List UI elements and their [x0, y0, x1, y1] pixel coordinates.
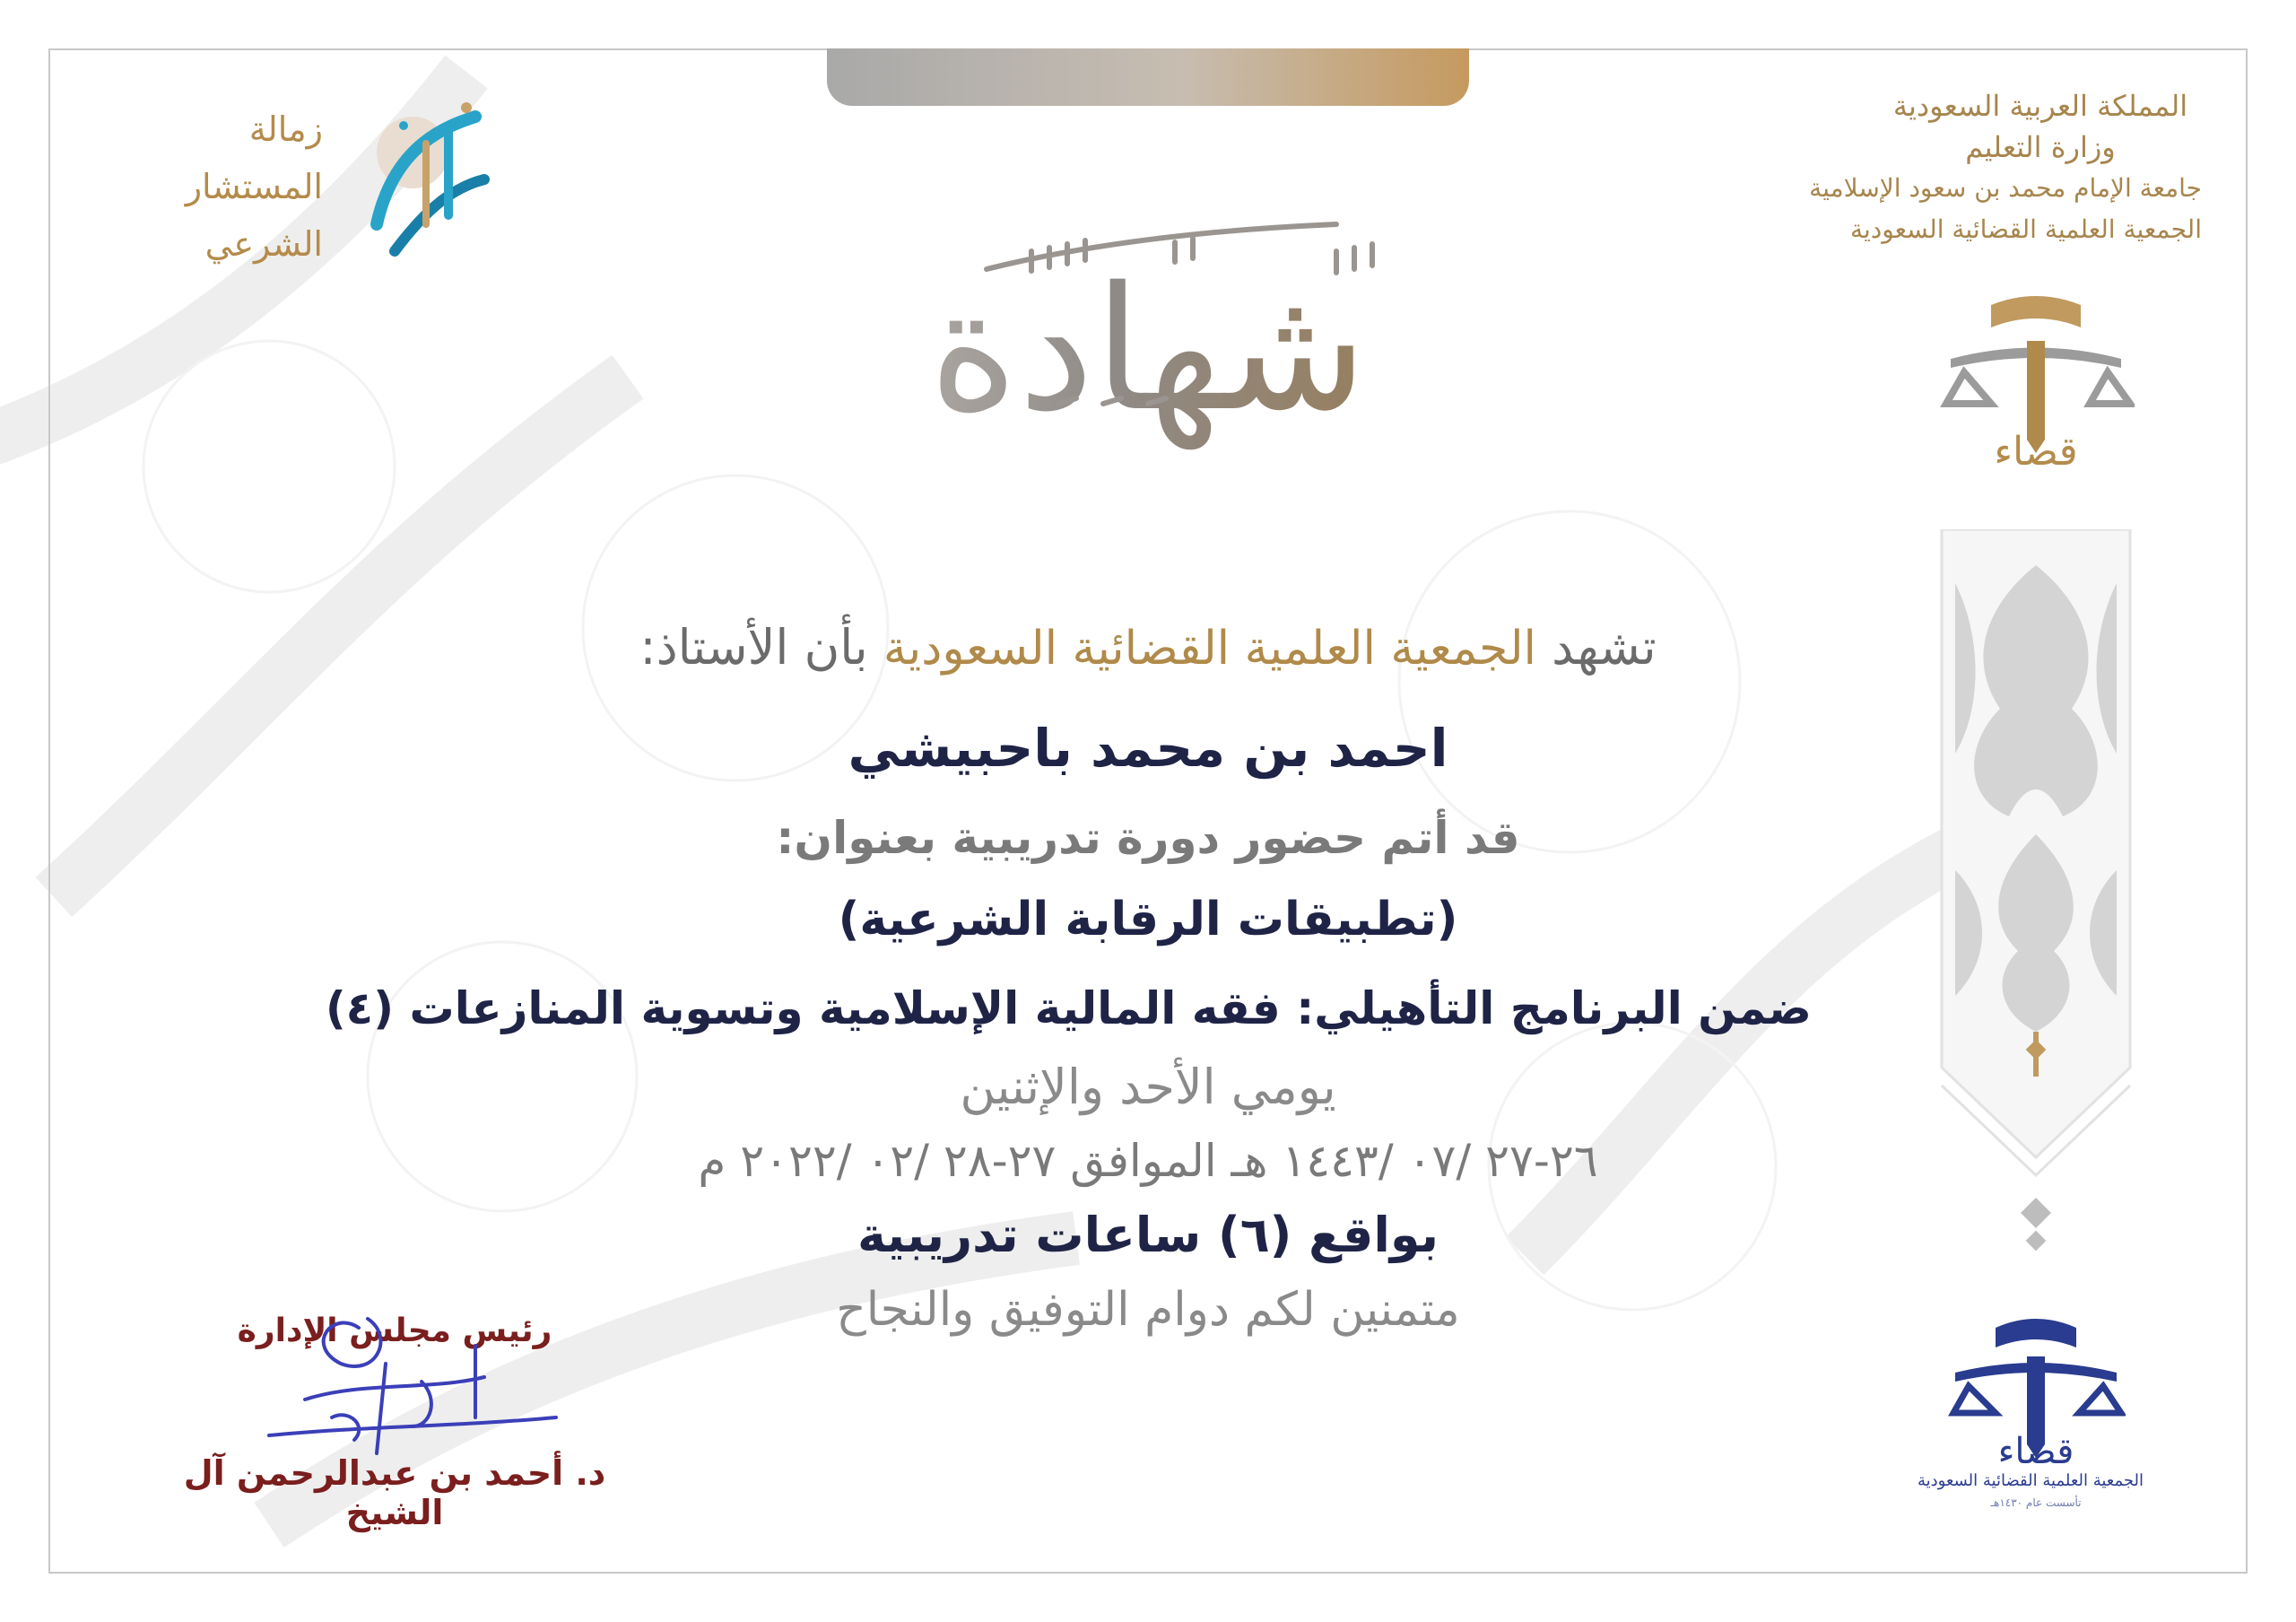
intro-line — [484, 619, 1812, 676]
program-name: ضمن البرنامج التأهيلي: فقه المالية الإسلامية وتسوية المنازعات (٤) — [325, 982, 1812, 1034]
society-name-inline: الجمعية العلمية القضائية السعودية — [883, 622, 1536, 676]
intro-after: بأن الأستاذ: — [639, 619, 868, 676]
closing-wish: متمنين لكم دوام التوفيق والنجاح — [836, 1283, 1460, 1337]
fellowship-text — [135, 100, 323, 273]
footer-logo-established: تأسست عام ١٤٣٠هـ — [1990, 1496, 2082, 1509]
course-hours: بواقع (٦) ساعات تدريبية — [857, 1207, 1439, 1263]
ministry-name: وزارة التعليم — [1965, 130, 2116, 164]
certificate-title-text: شهادة — [834, 215, 1462, 484]
fellowship-line-1: زمالة — [248, 109, 323, 149]
handwritten-signature — [251, 1292, 574, 1480]
top-gradient-tab — [827, 48, 1469, 106]
fellowship-logo-icon — [341, 90, 502, 269]
signatory-title: رئيس مجلس الإدارة — [237, 1312, 552, 1349]
course-dates: ٢٦-٢٧ /٠٧ /١٤٤٣ هـ الموافق ٢٧-٢٨ /٠٢ /٢٠٢٢ م — [698, 1135, 1598, 1187]
fellowship-line-3: الشرعي — [204, 224, 323, 264]
footer-logo-subtitle: الجمعية العلمية القضائية السعودية — [1917, 1471, 2144, 1490]
recipient-name: احمد بن محمد باحبيشي — [848, 718, 1448, 779]
signatory-name: د. أحمد بن عبدالرحمن آل الشيخ — [183, 1453, 606, 1532]
kingdom-name: المملكة العربية السعودية — [1892, 89, 2188, 123]
course-lead: قد أتم حضور دورة تدريبية بعنوان: — [776, 812, 1520, 864]
intro-before: تشهد — [1552, 619, 1657, 676]
society-name: الجمعية العلمية القضائية السعودية — [1849, 214, 2202, 244]
fellowship-line-2: المستشار — [185, 167, 323, 206]
institution-header — [1809, 85, 2202, 250]
course-title: (تطبيقات الرقابة الشرعية) — [838, 893, 1458, 946]
title-calligraphy-marks — [834, 215, 1462, 484]
footer-logo-label: قضاء — [1997, 1431, 2074, 1472]
course-days: يومي الأحد والإثنين — [960, 1059, 1336, 1115]
qadaa-logo-label: قضاء — [1994, 429, 2078, 475]
university-name: جامعة الإمام محمد بن سعود الإسلامية — [1809, 173, 2202, 203]
